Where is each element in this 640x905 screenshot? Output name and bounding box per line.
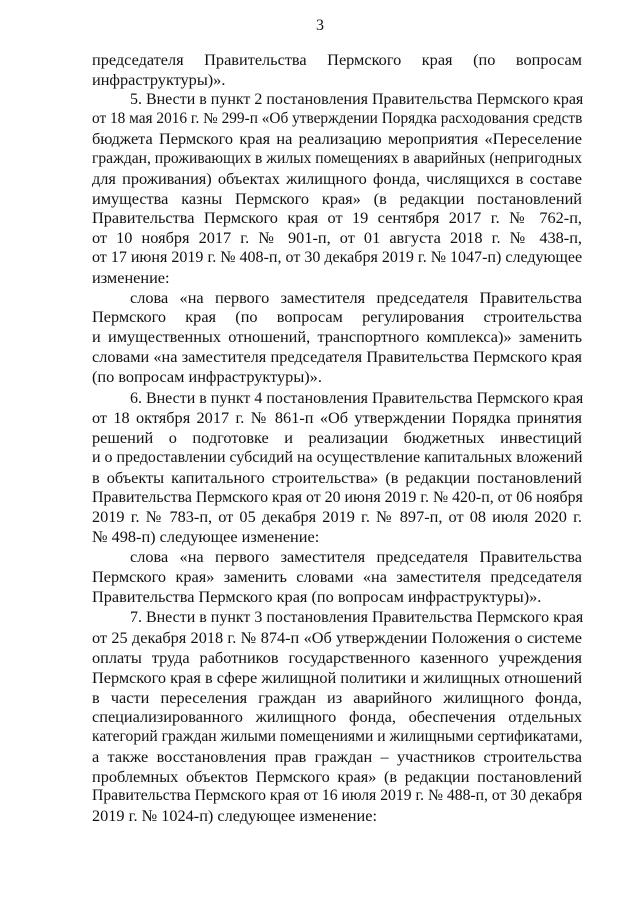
text-line: Правительства Пермского края (по вопросам инфраструктуры)».: [92, 586, 542, 606]
text-line: от 17 июня 2019 г. № 408-п, от 30 декабря 2019 г. № 1047-п) следующее: [92, 248, 583, 266]
text-line: для проживания) объектах жилищного фонда, числящихся в составе: [92, 168, 582, 188]
text-line: словами «на заместителя председателя Правительства Пермского края: [92, 346, 582, 366]
page-number: 3: [316, 17, 324, 34]
text-line: слова «на первого заместителя председателя Правительства: [130, 287, 582, 307]
text-line: слова «на первого заместителя председателя Правительства: [130, 546, 582, 566]
text-line: от 10 ноября 2017 г. № 901-п, от 01 августа 2018 г. № 438-п,: [92, 228, 582, 248]
text-line: 7. Внести в пункт 3 постановления Правительства Пермского края: [130, 609, 584, 627]
text-line: в объекты капитального строительства» (в редакции постановлений: [92, 467, 582, 487]
text-line: в части переселения граждан из аварийного жилищного фонда,: [92, 687, 582, 707]
paragraph-item6: [92, 389, 582, 547]
text-line: от 25 декабря 2018 г. № 874-п «Об утверждении Положения о системе: [92, 628, 582, 648]
text-line: Пермского края» заменить словами «на заместителя председателя: [92, 566, 582, 586]
text-line: Пермского края в сфере жилищной политики и жилищных отношений: [92, 667, 583, 687]
document-body: [92, 50, 582, 826]
paragraph-item5: [92, 90, 582, 288]
text-line: 5. Внести в пункт 2 постановления Правительства Пермского края: [130, 90, 584, 108]
text-line: и о предоставлении субсидий на осуществление капитальных вложений: [92, 448, 583, 466]
text-line: Правительства Пермского края от 20 июня 2019 г. № 420-п, от 06 ноября: [92, 488, 583, 506]
text-line: 6. Внести в пункт 4 постановления Правительства Пермского края: [130, 389, 584, 407]
text-line: председателя Правительства Пермского края (по вопросам: [92, 50, 582, 69]
paragraph-item7: [92, 608, 582, 826]
text-line: бюджета Пермского края на реализацию мероприятия «Переселение: [92, 129, 582, 149]
text-line: инфраструктуры)».: [92, 69, 226, 89]
text-line: проблемных объектов Пермского края» (в редакции постановлений: [92, 766, 582, 786]
paragraph-item6-quote: [92, 547, 582, 606]
text-line: специализированного жилищного фонда, обеспечения отдельных: [92, 707, 582, 727]
text-line: от 18 октября 2017 г. № 861-п «Об утверждении Порядка принятия: [92, 408, 582, 428]
text-line: Правительства Пермского края от 19 сентября 2017 г. № 762-п,: [92, 208, 582, 228]
text-line: а также восстановления прав граждан – участников строительства: [92, 746, 582, 766]
text-line: № 498-п) следующее изменение:: [92, 527, 320, 547]
text-line: решений о подготовке и реализации бюджетных инвестиций: [92, 428, 582, 448]
text-line: оплаты труда работников государственного казенного учреждения: [92, 647, 582, 667]
text-line: Пермского края (по вопросам регулирования строительства: [92, 307, 582, 327]
text-line: и имущественных отношений, транспортного комплекса)» заменить: [92, 327, 582, 347]
paragraph-item5-quote: [92, 288, 582, 387]
text-line: (по вопросам инфраструктуры)».: [92, 366, 322, 386]
text-line: категорий граждан жилыми помещениями и жилищными сертификатами,: [92, 728, 583, 746]
text-line: 2019 г. № 1024-п) следующее изменение:: [92, 806, 377, 826]
text-line: граждан, проживающих в жилых помещениях в аварийных (непригодных: [92, 149, 582, 167]
text-line: от 18 мая 2016 г. № 299-п «Об утверждении Порядка расходования средств: [92, 110, 583, 128]
text-line: изменение:: [92, 267, 170, 287]
text-line: имущества казны Пермского края» (в редакции постановлений: [92, 188, 582, 208]
text-line: 2019 г. № 783-п, от 05 декабря 2019 г. № 897-п, от 08 июля 2020 г.: [92, 507, 582, 527]
text-line: Правительства Пермского края от 16 июля 2019 г. № 488-п, от 30 декабря: [92, 787, 583, 805]
paragraph-cont: [92, 50, 582, 90]
